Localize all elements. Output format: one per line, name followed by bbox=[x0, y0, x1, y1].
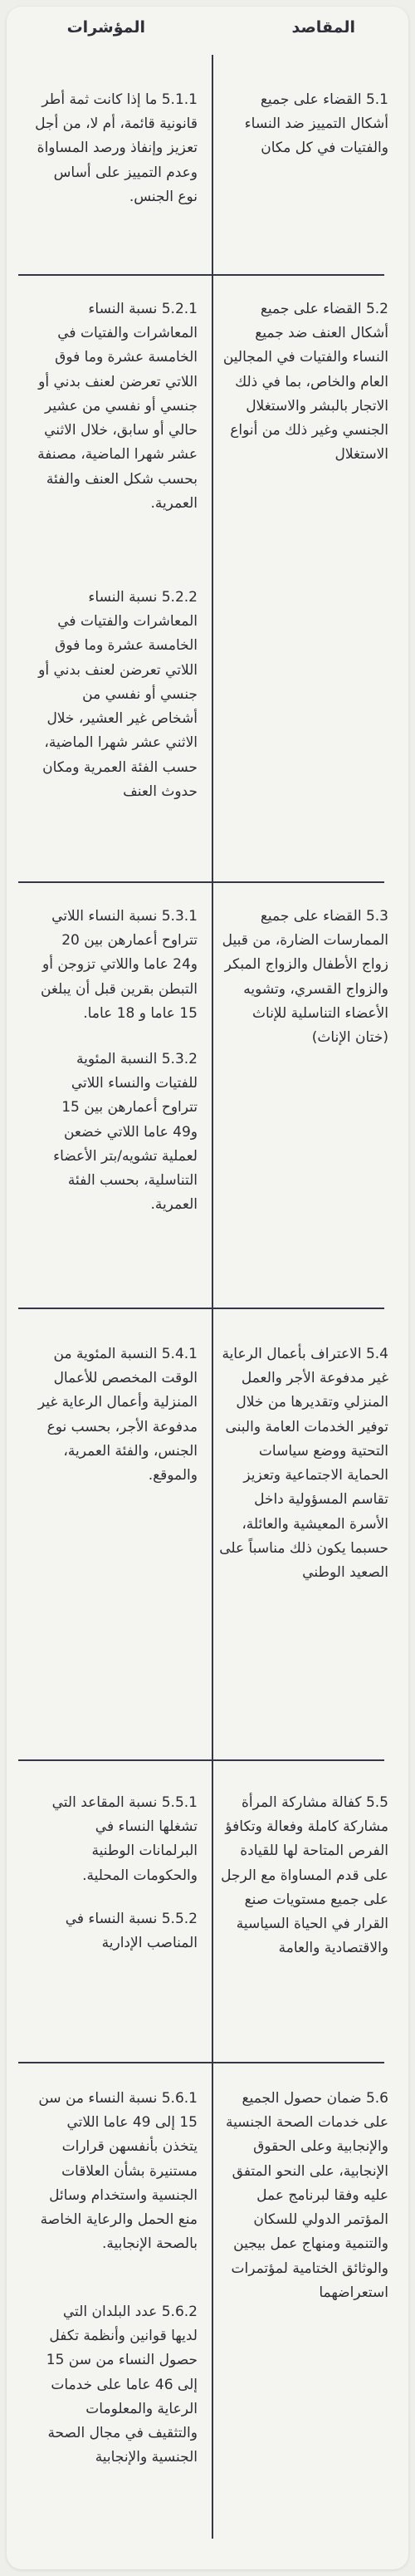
indicator-5-1-1: 5.1.1 ما إذا كانت ثمة أطر قانونية قائمة، أم لا، من أجل تعزيز وإنفاذ ورصد المساواة وعدم التمييز على أساس نوع الجنس. bbox=[35, 91, 198, 205]
row-divider bbox=[18, 274, 212, 276]
indicator-5-3-1: 5.3.1 نسبة النساء اللاتي تتراوح أعمارهن بين 20 و24 عاما واللاتي تزوجن أو التبطن بقرين قبل أن يبلغن 15 عاما و 18 عاما. bbox=[40, 908, 198, 1022]
target-5-5: 5.5 كفالة مشاركة المرأة مشاركة كاملة وفعالة وتكافؤ الفرص المتاحة لها للقيادة على قدم المساواة مع الرجل على جميع مستويات صنع القرار في الحياة السياسية والاقتصادية والعامة bbox=[221, 1794, 388, 1957]
row-divider bbox=[18, 881, 212, 883]
goals-column-header: المقاصد bbox=[291, 18, 355, 37]
row-divider bbox=[213, 1759, 384, 1761]
target-5-1: 5.1 القضاء على جميع أشكال التمييز ضد النساء والفتيات في كل مكان bbox=[244, 91, 388, 157]
indicator-5-5-1: 5.5.1 نسبة المقاعد التي تشغلها النساء في البرلمانات الوطنية والحكومات المحلية. bbox=[51, 1794, 198, 1884]
indicator-5-6-1: 5.6.1 نسبة النساء من سن 15 إلى 49 عاما اللاتي يتخذن بأنفسهن قرارات مستنيرة بشأن العلاقات الجنسية واستخدام وسائل منع الحمل والرعاية الخاصة بالصحة الإنجابية. bbox=[38, 2090, 198, 2253]
indicator-5-2-2: 5.2.2 نسبة النساء المعاشرات والفتيات في الخامسة عشرة وما فوق اللاتي تعرضن لعنف بدني أو جنسي أو نفسي من أشخاص غير العشير، خلال الاثني عشر شهرا الماضية، حسب الفئة العمرية ومكان حدوث العنف bbox=[38, 589, 198, 800]
indicator-5-5-2: 5.5.2 نسبة النساء في المناصب الإدارية bbox=[65, 1911, 198, 1952]
indicator-5-3-2: 5.3.2 النسبة المئوية للفتيات والنساء اللاتي تتراوح أعمارهن بين 15 و49 عاما اللاتي خضعن لعملية تشويه/بتر الأعضاء التناسلية، بحسب الفئة العمرية. bbox=[53, 1051, 198, 1214]
target-5-6: 5.6 ضمان حصول الجميع على خدمات الصحة الجنسية والإنجابية وعلى الحقوق الإنجابية، على النحو المتفق عليه وفقا لبرنامج عمل المؤتمر الدولي للسكان والتنمية ومنهاج عمل بيجين والوثائق الختامية لمؤتمرات استعراضهما bbox=[225, 2090, 388, 2301]
row-divider bbox=[213, 2062, 384, 2063]
target-5-4: 5.4 الاعتراف بأعمال الرعاية غير مدفوعة الأجر والعمل المنزلي وتقديرها من خلال توفير الخدمات العامة والبنى التحتية ووضع سياسات الحماية الاجتماعية وتعزيز تقاسم المسؤولية داخل الأسرة المعيشية والعائلة، حسبما يكون ذلك مناسباً على الصعيد الوطني bbox=[219, 1346, 388, 1582]
indicator-5-2-1: 5.2.1 نسبة النساء المعاشرات والفتيات في الخامسة عشرة وما فوق اللاتي تعرضن لعنف بدني أو جنسي أو نفسي من عشير حالي أو سابق، خلال الاثني عشر شهرا الماضية، مصنفة بحسب شكل العنف والفئة العمرية. bbox=[37, 301, 198, 512]
row-divider bbox=[213, 1308, 384, 1309]
indicator-5-6-2: 5.6.2 عدد البلدان التي لديها قوانين وأنظمة تكفل حصول النساء من سن 15 إلى 46 عاما على خدمات الرعاية والمعلومات والتثقيف في مجال الصحة الجنسية والإنجابية bbox=[46, 2304, 198, 2466]
column-separator bbox=[212, 55, 213, 2539]
row-divider bbox=[18, 1308, 212, 1309]
row-divider bbox=[213, 881, 384, 883]
row-divider bbox=[18, 1759, 212, 1761]
target-5-3: 5.3 القضاء على جميع الممارسات الضارة، من قبيل زواج الأطفال والزواج المبكر والزواج القسري، وتشويه الأعضاء التناسلية للإناث (ختان الإناث) bbox=[222, 908, 388, 1047]
row-divider bbox=[18, 2062, 212, 2063]
target-5-2: 5.2 القضاء على جميع أشكال العنف ضد جميع النساء والفتيات في المجالين العام والخاص، بما في ذلك الاتجار بالبشر والاستغلال الجنسي وغير ذلك من أنواع الاستغلال bbox=[222, 301, 388, 464]
indicators-column-header: المؤشرات bbox=[66, 18, 145, 37]
row-divider bbox=[213, 274, 384, 276]
indicator-5-4-1: 5.4.1 النسبة المئوية من الوقت المخصص للأعمال المنزلية وأعمال الرعاية غير مدفوعة الأجر، بحسب نوع الجنس، والفئة العمرية، والموقع. bbox=[37, 1346, 198, 1484]
